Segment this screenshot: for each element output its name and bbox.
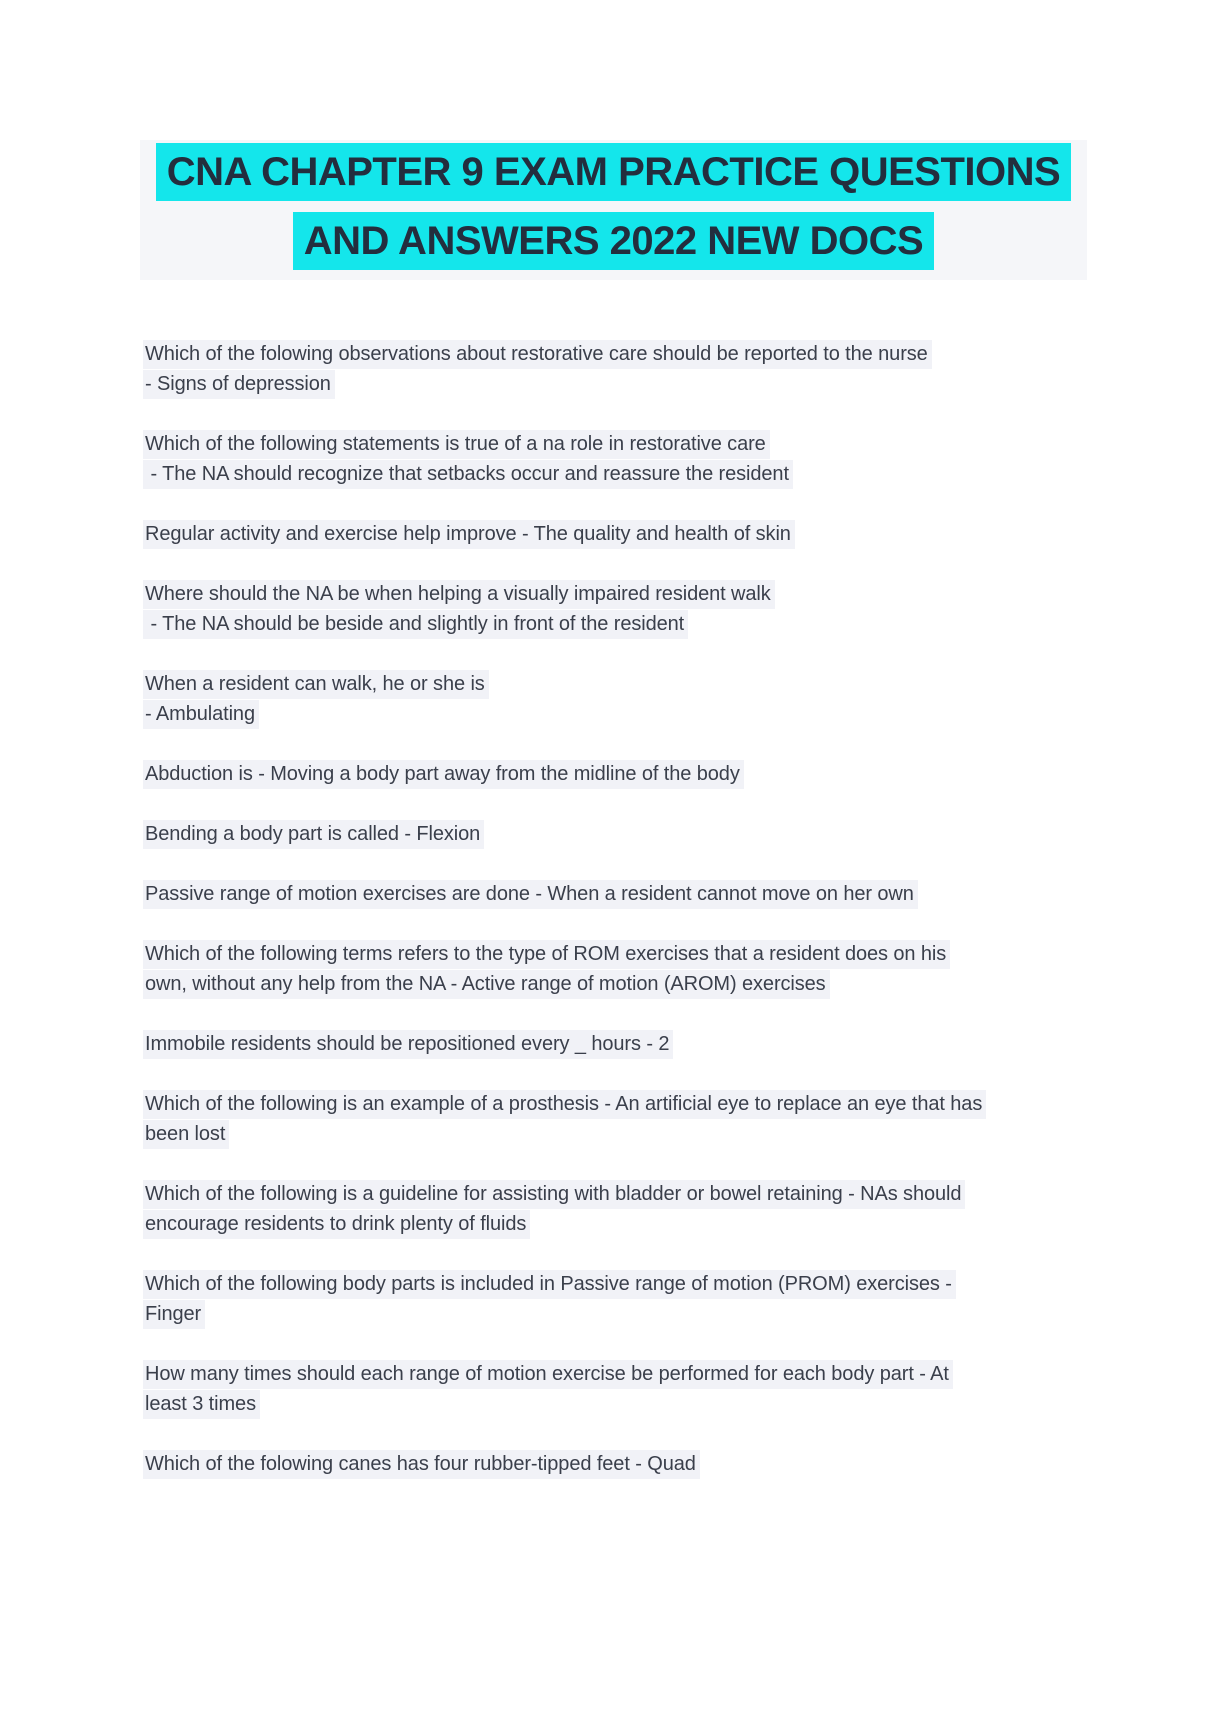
- qa-line-text: When a resident can walk, he or she is: [143, 670, 489, 699]
- qa-line-text: been lost: [143, 1120, 229, 1149]
- qa-line-text: least 3 times: [143, 1390, 260, 1419]
- qa-line: [143, 460, 1184, 490]
- qa-line-text: Bending a body part is called - Flexion: [143, 820, 484, 849]
- document-title-block: [140, 140, 1087, 280]
- qa-line-text: own, without any help from the NA - Active range of motion (AROM) exercises: [143, 970, 830, 999]
- qa-line: [143, 1210, 1184, 1240]
- document-page: [0, 140, 1224, 1724]
- title-highlight-text: CNA CHAPTER 9 EXAM PRACTICE QUESTIONS: [156, 143, 1071, 201]
- qa-line: [143, 1270, 1184, 1300]
- qa-line-text: Which of the following is an example of a prosthesis - An artificial eye to replace an eye that has: [143, 1090, 986, 1119]
- qa-paragraph: [143, 880, 1184, 910]
- qa-line: [143, 1300, 1184, 1330]
- qa-paragraph: [143, 340, 1184, 400]
- qa-line: [143, 700, 1184, 730]
- qa-line-text: Finger: [143, 1300, 205, 1329]
- qa-line: [143, 1030, 1184, 1060]
- qa-paragraph: [143, 1360, 1184, 1420]
- qa-line: [143, 670, 1184, 700]
- qa-line: [143, 340, 1184, 370]
- qa-line-text: Which of the folowing observations about restorative care should be reported to the nurse: [143, 340, 932, 369]
- title-highlight-text: AND ANSWERS 2022 NEW DOCS: [293, 212, 934, 270]
- qa-line: [143, 1360, 1184, 1390]
- qa-paragraph: [143, 1030, 1184, 1060]
- qa-line-text: Where should the NA be when helping a visually impaired resident walk: [143, 580, 775, 609]
- qa-line-text: - Signs of depression: [143, 370, 335, 399]
- qa-line-text: - The NA should recognize that setbacks occur and reassure the resident: [143, 460, 793, 489]
- qa-line: [143, 880, 1184, 910]
- qa-line: [143, 1180, 1184, 1210]
- qa-paragraph: [143, 1090, 1184, 1150]
- qa-line-text: Immobile residents should be repositioned every _ hours - 2: [143, 1030, 673, 1059]
- qa-line: [143, 1120, 1184, 1150]
- qa-line-text: encourage residents to drink plenty of fluids: [143, 1210, 530, 1239]
- qa-line-text: Which of the following is a guideline for assisting with bladder or bowel retaining - NAs should: [143, 1180, 965, 1209]
- qa-line: [143, 820, 1184, 850]
- qa-paragraph: [143, 760, 1184, 790]
- qa-paragraph: [143, 1450, 1184, 1480]
- qa-paragraph: [143, 820, 1184, 850]
- qa-line-text: Which of the following statements is true of a na role in restorative care: [143, 430, 770, 459]
- qa-line: [143, 1390, 1184, 1420]
- qa-paragraph: [143, 520, 1184, 550]
- qa-paragraph: [143, 1180, 1184, 1240]
- qa-line: [143, 1450, 1184, 1480]
- qa-line: [143, 970, 1184, 1000]
- qa-line: [143, 1090, 1184, 1120]
- qa-paragraph: [143, 940, 1184, 1000]
- qa-paragraph: [143, 1270, 1184, 1330]
- qa-line-text: Which of the folowing canes has four rubber-tipped feet - Quad: [143, 1450, 700, 1479]
- qa-line: [143, 370, 1184, 400]
- qa-line-text: Regular activity and exercise help improve - The quality and health of skin: [143, 520, 795, 549]
- qa-line-text: Abduction is - Moving a body part away from the midline of the body: [143, 760, 744, 789]
- qa-line-text: - The NA should be beside and slightly in front of the resident: [143, 610, 688, 639]
- qa-paragraph: [143, 670, 1184, 730]
- qa-line: [143, 940, 1184, 970]
- qa-list: [143, 340, 1184, 1480]
- title-line: [140, 142, 1087, 211]
- qa-line: [143, 520, 1184, 550]
- qa-line-text: Which of the following terms refers to the type of ROM exercises that a resident does on his: [143, 940, 950, 969]
- title-line: [140, 211, 1087, 280]
- qa-line: [143, 760, 1184, 790]
- qa-line-text: How many times should each range of motion exercise be performed for each body part - At: [143, 1360, 953, 1389]
- qa-line: [143, 580, 1184, 610]
- qa-paragraph: [143, 580, 1184, 640]
- qa-paragraph: [143, 430, 1184, 490]
- qa-line-text: Passive range of motion exercises are done - When a resident cannot move on her own: [143, 880, 918, 909]
- qa-line-text: - Ambulating: [143, 700, 259, 729]
- qa-line-text: Which of the following body parts is included in Passive range of motion (PROM) exercises -: [143, 1270, 956, 1299]
- qa-line: [143, 610, 1184, 640]
- qa-line: [143, 430, 1184, 460]
